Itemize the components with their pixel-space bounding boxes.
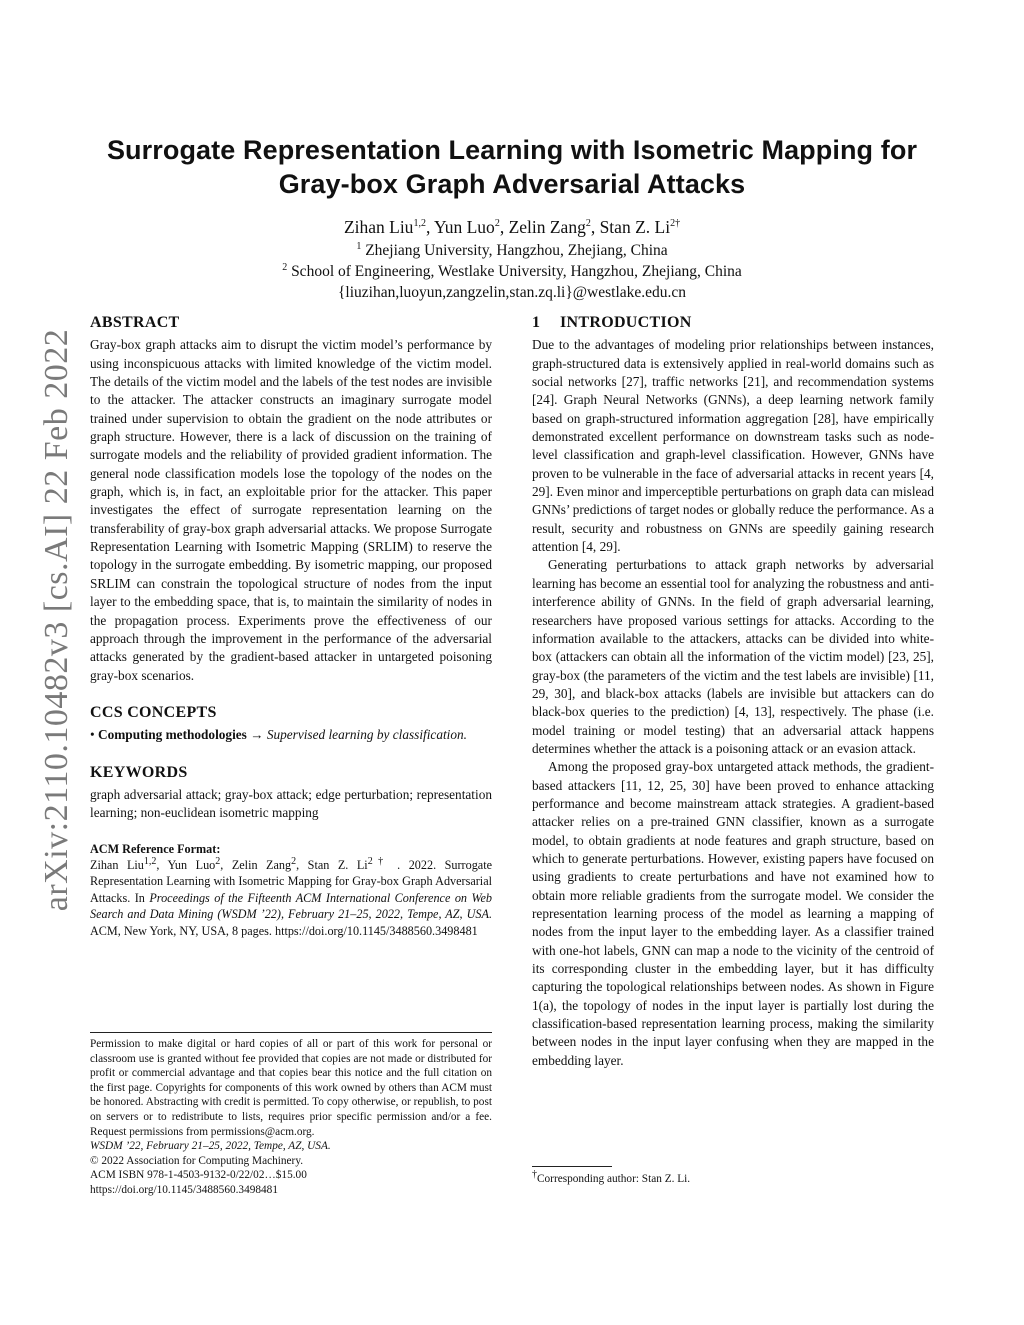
permission-divider <box>90 1032 492 1033</box>
acm-reference-heading: ACM Reference Format: <box>90 841 221 856</box>
affiliation-1-sup: 1 <box>356 240 362 252</box>
abstract-text: Gray-box graph attacks aim to disrupt the victim model’s performance by using inconspicuous attacks with limited knowledge of the victim model. The details of the victim model and the labels of the test nodes are invisible to the attacker. The attacker constructs an imaginary surrogate model trained under supervision to obtain the gradient on the node attributes or graph structure. However, there is a lack of discussion on the training of surrogate models and the reliability of provided gradient information. The general node classification models lose the topology of the nodes on the graph, which is, in fact, an exploitable prior for the attacker. This paper investigates the effect of surrogate representation learning on the transferability of gray-box graph adversarial attacks. We propose Surrogate Representation Learning with Isometric Mapping (SRLIM) to reserve the topology in the surrogate embedding. By isometric mapping, our proposed SRLIM can constrain the topological structure of nodes from the input layer to the embedding space, that is, to maintain the similarity of nodes in the propagation process. Experiments prove the effectiveness of our approach through the improvement in the performance of the adversarial attacks generated by the gradient-based attacker in untargeted poisoning gray-box scenarios. <box>90 337 492 683</box>
affiliation-1 <box>0 241 1024 261</box>
acm-ref-author-4: , Stan Z. Li <box>296 858 368 872</box>
acm-ref-venue: Proceedings of the Fifteenth ACM International Conference on Web Search and Data Mining (WSDM ’22), February 21–25, 2022, Tempe, AZ, USA. <box>90 890 492 922</box>
acm-ref-author-1: Zihan Liu <box>90 858 144 872</box>
title-line-1: Surrogate Representation Learning with Isometric Mapping for <box>106 135 918 165</box>
permission-isbn: ACM ISBN 978-1-4503-9132-0/22/02…$15.00 <box>90 1169 307 1182</box>
intro-paragraph-3: Among the proposed gray-box untargeted attack methods, the gradient-based attackers [11, 12, 25, 30] have been proved to enhance attacking performance and become mainstream attack strategies. A gradient-based attacker relies on a pre-trained GNN classifier, known as a surrogate model, to obtain gradients at node features and graph structure, based on which to generate perturbations. However, existing papers have focused on using gradients to create perturbations and have not examined how to obtain more reliable gradients from the surrogate model. We consider the representation learning process of the model as learning a mapping of nodes from the input layer to the embedding layer. As a classifier trained with one-hot labels, GNN can map a node to the vicinity of the centroid of its corresponding cluster in the embedding layer, but it has difficulty capturing the topological relationships between nodes. As shown in Figure 1(a), the topology of nodes in the input layer is partially lost during the classification-based representation learning process, making the similarity between nodes in the input layer confusing when they are mapped in the embedding layer. <box>532 759 934 1068</box>
affiliation-2 <box>0 262 1024 282</box>
permission-copyright: © 2022 Association for Computing Machinery. <box>90 1154 304 1167</box>
permission-doi: https://doi.org/10.1145/3488560.3498481 <box>90 1183 278 1196</box>
acm-ref-sup-4: 2† <box>367 855 389 867</box>
permission-text: Permission to make digital or hard copies of all or part of this work for personal or classroom use is granted without fee provided that copies are not made or distributed for profit or commercial advantage and that copies bear this notice and the full citation on the first page. Copyrights for components of this work owned by others than ACM must be honored. Abstracting with credit is permitted. To copy otherwise, or republish, to post on servers or to redistribute to lists, requires prior specific permission and/or a fee. Request permissions from permissions@acm.org. <box>90 1038 492 1138</box>
footnote-text: Corresponding author: Stan Z. Li. <box>537 1173 691 1185</box>
intro-heading-text: INTRODUCTION <box>560 314 692 331</box>
author-3: Zelin Zang <box>508 217 586 237</box>
footnote <box>532 1169 934 1187</box>
arxiv-stamp: arXiv:2110.10482v3 [cs.AI] 22 Feb 2022 <box>38 328 75 912</box>
acm-ref-author-2: , Yun Luo <box>156 858 216 872</box>
ccs-concept: Supervised learning by classification. <box>266 727 467 743</box>
footnote-divider <box>532 1166 612 1167</box>
author-email: {liuzihan,luoyun,zangzelin,stan.zq.li}@westlake.edu.cn <box>337 284 687 301</box>
author-2-sup: 2 <box>494 218 500 230</box>
left-column <box>90 314 492 939</box>
acm-reference <box>90 841 492 939</box>
abstract-heading: ABSTRACT <box>90 314 180 331</box>
footnote-mark: † <box>532 1169 537 1181</box>
author-1: Zihan Liu <box>343 217 414 237</box>
keywords-text: graph adversarial attack; gray-box attack; edge perturbation; representation learning; non-euclidean isometric mapping <box>90 786 492 821</box>
ccs-concepts <box>90 726 492 744</box>
title-line-2: Gray-box Graph Adversarial Attacks <box>278 169 746 199</box>
acm-ref-sup-1: 1,2 <box>143 855 157 867</box>
right-column <box>532 314 934 1070</box>
intro-paragraph-2: Generating perturbations to attack graph networks by adversarial learning has become an essential tool for analyzing the robustness and anti-interference ability of GNNs. In the field of graph adversarial learning, researchers have proposed various settings for attacks. According to the information available to the attackers, attacks can be divided into white-box (attackers can obtain all the information of the victim model) [23, 25], gray-box (the parameters of the victim and the test labels are invisible) [11, 29, 30], and black-box attacks (labels are invisible but attackers can do black-box queries to the prediction) [4, 13], respectively. The phase (i.e. model training or model testing) that an adversarial attack happens determines whether the attack is a poisoning attack or an evasion attack. <box>532 557 934 756</box>
keywords-heading: KEYWORDS <box>90 763 188 781</box>
acm-ref-sup-3: 2 <box>291 855 297 867</box>
ccs-arrow: → <box>250 727 264 743</box>
intro-paragraph-1: Due to the advantages of modeling prior relationships between instances, graph-structured data is extensively applied in real-world domains such as social networks [27], traffic networks [21], and recommendation systems [24]. Graph Neural Networks (GNNs), a deep learning network family based on graph-structured information aggregation [28], have empirically demonstrated excellent performance on downstream tasks such as node-level classification and graph-level classification. However, GNNs have proven to be vulnerable in the face of adversarial attacks in recent years [4, 29]. Even minor and imperceptible perturbations on graph data can mislead GNNs’ predictions of target nodes or globally reduce the performance. As a result, security and robustness on GNNs are speedily gaining research attention [4, 29]. <box>532 337 934 555</box>
intro-heading <box>532 314 934 332</box>
author-4-sup: 2† <box>670 218 681 230</box>
permission-conference: WSDM ’22, February 21–25, 2022, Tempe, AZ, USA. <box>90 1140 331 1153</box>
affiliation-1-text: Zhejiang University, Hangzhou, Zhejiang, China <box>365 242 668 259</box>
author-3-sup: 2 <box>585 218 591 230</box>
author-4: Stan Z. Li <box>599 217 671 237</box>
ccs-category: Computing methodologies <box>97 727 247 743</box>
paper-title <box>60 133 964 201</box>
ccs-heading: CCS CONCEPTS <box>90 703 217 721</box>
author-list: Zihan Liu$^{1,2}$, Yun Luo$^2$, Zelin Zang$^2$, Stan Z. $Li^{2\dagger}$ <box>343 217 681 237</box>
intro-section-number: 1 <box>532 314 541 331</box>
acm-ref-sup-2: 2 <box>215 855 221 867</box>
acm-ref-title: . 2022. Surrogate Representation Learning with Isometric Mapping for Gray-box Graph Adversarial Attacks. In <box>90 858 493 905</box>
affiliation-2-text: School of Engineering, Westlake University, Hangzhou, Zhejiang, China <box>291 263 742 280</box>
permission-block <box>90 1037 492 1198</box>
ccs-bullet: • <box>90 727 95 743</box>
author-1-sup: 1,2 <box>413 218 426 230</box>
author-2: Yun Luo <box>434 217 495 237</box>
acm-ref-author-3: , Zelin Zang <box>220 858 292 872</box>
acm-ref-tail: ACM, New York, NY, USA, 8 pages. https://doi.org/10.1145/3488560.3498481 <box>90 923 478 938</box>
affiliation-2-sup: 2 <box>282 261 288 273</box>
